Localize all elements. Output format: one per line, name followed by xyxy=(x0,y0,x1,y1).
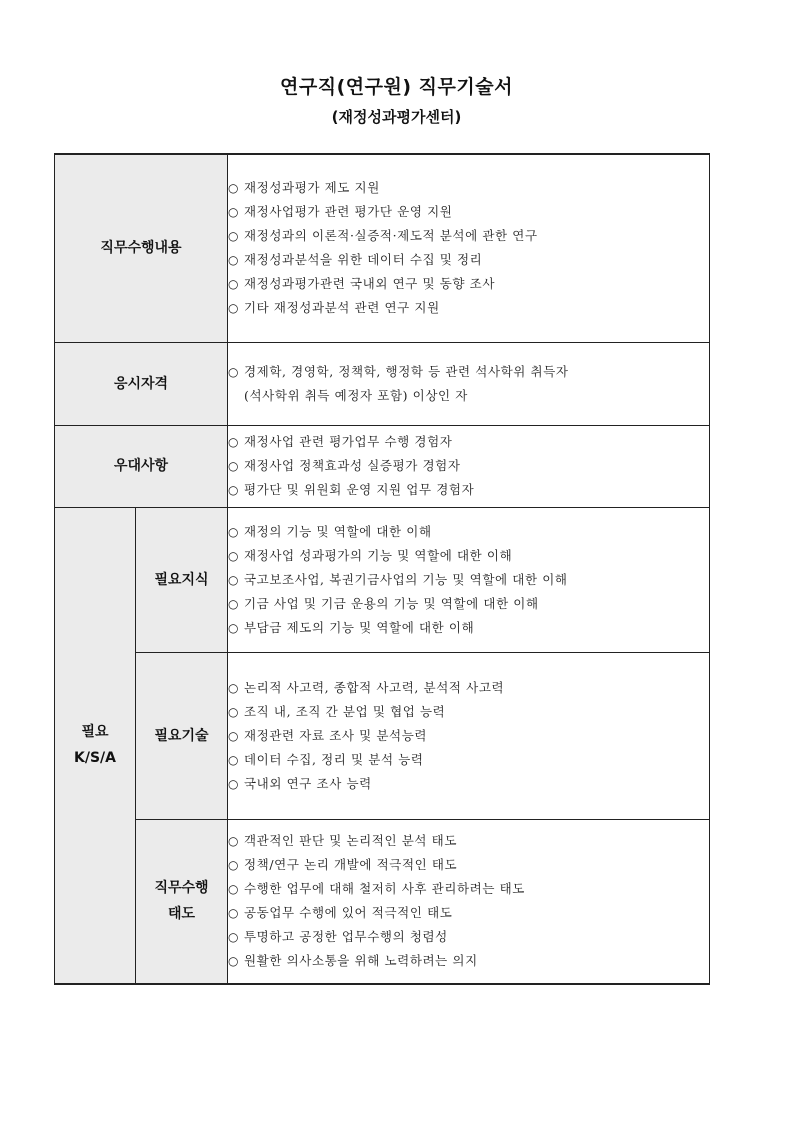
list-item xyxy=(228,877,709,901)
list-item xyxy=(228,200,709,224)
qualification-label: 응시자격 xyxy=(55,342,228,425)
list-item xyxy=(228,616,709,640)
qualification-line-2: (석사학위 취득 예정자 포함) 이상인 자 xyxy=(244,387,468,403)
list-item xyxy=(228,568,709,592)
document-title: 연구직(연구원) 직무기술서 xyxy=(280,76,513,98)
qualification-list xyxy=(228,360,709,408)
list-item xyxy=(228,829,709,853)
knowledge-row xyxy=(55,507,710,652)
list-item xyxy=(228,853,709,877)
list-item xyxy=(228,296,709,320)
knowledge-label: 필요지식 xyxy=(136,507,228,652)
list-item-text: 국내외 연구 조사 능력 xyxy=(244,775,372,791)
attitude-list xyxy=(228,829,709,973)
bullet-circle-icon: ○ xyxy=(228,930,240,945)
document-subtitle: (재정성과평가센터) xyxy=(331,108,462,126)
list-item xyxy=(228,478,709,502)
list-item-text: 조직 내, 조직 간 분업 및 협업 능력 xyxy=(244,703,446,719)
bullet-circle-icon: ○ xyxy=(228,277,240,292)
qualification-content xyxy=(228,342,710,425)
list-item-text: 재정성과의 이론적·실증적·제도적 분석에 관한 연구 xyxy=(244,228,538,244)
list-item xyxy=(228,248,709,272)
preference-content xyxy=(228,425,710,507)
list-item-text: 투명하고 공정한 업무수행의 청렴성 xyxy=(244,929,448,945)
list-item-text: 부담금 제도의 기능 및 역할에 대한 이해 xyxy=(244,619,475,635)
duties-row xyxy=(55,154,710,342)
bullet-circle-icon: ○ xyxy=(228,483,240,497)
bullet-circle-icon: ○ xyxy=(228,882,240,897)
skills-row xyxy=(55,652,710,819)
qualification-line-1: 경제학, 경영학, 정책학, 행정학 등 관련 석사학위 취득자 xyxy=(244,363,569,379)
list-item xyxy=(228,949,709,973)
list-item xyxy=(228,544,709,568)
bullet-circle-icon: ○ xyxy=(228,572,240,587)
list-item xyxy=(228,925,709,949)
list-item-text: 평가단 및 위원회 운영 지원 업무 경험자 xyxy=(244,482,475,497)
bullet-circle-icon: ○ xyxy=(228,858,240,873)
bullet-circle-icon: ○ xyxy=(228,620,240,635)
list-item xyxy=(228,430,709,454)
bullet-circle-icon: ○ xyxy=(228,205,240,220)
list-item-text: 공동업무 수행에 있어 적극적인 태도 xyxy=(244,905,453,921)
bullet-circle-icon: ○ xyxy=(228,459,240,473)
list-item-text: 재정의 기능 및 역할에 대한 이해 xyxy=(244,523,432,539)
list-item xyxy=(228,384,709,408)
list-item-text: 재정성과평가관련 국내외 연구 및 동향 조사 xyxy=(244,276,496,292)
list-item xyxy=(228,454,709,478)
bullet-circle-icon: ○ xyxy=(228,181,240,196)
bullet-circle-icon: ○ xyxy=(228,680,240,695)
list-item-text: 수행한 업무에 대해 철저히 사후 관리하려는 태도 xyxy=(244,881,525,897)
bullet-circle-icon: ○ xyxy=(228,364,240,379)
list-item xyxy=(228,772,709,796)
list-item xyxy=(228,520,709,544)
ksa-label-line-2: K/S/A xyxy=(74,750,116,767)
list-item xyxy=(228,700,709,724)
list-item-text: 재정성과평가 제도 지원 xyxy=(244,180,380,196)
list-item-text: 국고보조사업, 복권기금사업의 기능 및 역할에 대한 이해 xyxy=(244,571,568,587)
list-item xyxy=(228,901,709,925)
bullet-circle-icon: ○ xyxy=(228,253,240,268)
duties-content xyxy=(228,154,710,342)
list-item-text: 재정사업 관련 평가업무 수행 경험자 xyxy=(244,434,453,449)
list-item-text: 객관적인 판단 및 논리적인 분석 태도 xyxy=(244,833,457,849)
bullet-circle-icon: ○ xyxy=(228,435,240,449)
qualification-row xyxy=(55,342,710,425)
list-item-text: 정책/연구 논리 개발에 적극적인 태도 xyxy=(244,857,458,873)
list-item xyxy=(228,272,709,296)
preference-list xyxy=(228,430,709,502)
list-item xyxy=(228,592,709,616)
ksa-label-line-1: 필요 xyxy=(81,724,109,741)
skills-content xyxy=(228,652,710,819)
list-item xyxy=(228,360,709,384)
bullet-circle-icon: ○ xyxy=(228,229,240,244)
bullet-circle-icon: ○ xyxy=(228,596,240,611)
list-item-text: 데이터 수집, 정리 및 분석 능력 xyxy=(244,751,424,767)
ksa-label xyxy=(55,507,136,984)
knowledge-content xyxy=(228,507,710,652)
list-item-text: 원활한 의사소통을 위해 노력하려는 의지 xyxy=(244,953,478,969)
list-item-text: 재정성과분석을 위한 데이터 수집 및 정리 xyxy=(244,252,483,268)
bullet-circle-icon: ○ xyxy=(228,524,240,539)
knowledge-list xyxy=(228,520,709,640)
list-item-text: 재정관련 자료 조사 및 분석능력 xyxy=(244,727,428,743)
bullet-circle-icon: ○ xyxy=(228,728,240,743)
job-description-table xyxy=(54,153,710,985)
attitude-label-line-2: 태도 xyxy=(167,906,196,923)
bullet-circle-icon: ○ xyxy=(228,906,240,921)
list-item-text: 기금 사업 및 기금 운용의 기능 및 역할에 대한 이해 xyxy=(244,595,539,611)
attitude-label xyxy=(136,819,228,984)
list-item-text: 논리적 사고력, 종합적 사고력, 분석적 사고력 xyxy=(244,679,505,695)
attitude-row xyxy=(55,819,710,984)
list-item-text: 재정사업평가 관련 평가단 운영 지원 xyxy=(244,204,453,220)
preference-label: 우대사항 xyxy=(55,425,228,507)
list-item xyxy=(228,176,709,200)
list-item xyxy=(228,676,709,700)
bullet-circle-icon: ○ xyxy=(228,752,240,767)
preference-row xyxy=(55,425,710,507)
skills-list xyxy=(228,676,709,796)
duties-list xyxy=(228,176,709,320)
bullet-circle-icon: ○ xyxy=(228,704,240,719)
attitude-content xyxy=(228,819,710,984)
bullet-circle-icon: ○ xyxy=(228,834,240,849)
bullet-circle-icon: ○ xyxy=(228,548,240,563)
bullet-circle-icon: ○ xyxy=(228,776,240,791)
list-item xyxy=(228,724,709,748)
list-item-text: 재정사업 정책효과성 실증평가 경험자 xyxy=(244,458,461,473)
list-item xyxy=(228,224,709,248)
skills-label: 필요기술 xyxy=(136,652,228,819)
list-item xyxy=(228,748,709,772)
duties-label: 직무수행내용 xyxy=(55,154,228,342)
attitude-label-line-1: 직무수행 xyxy=(154,880,209,897)
list-item-text: 기타 재정성과분석 관련 연구 지원 xyxy=(244,300,440,316)
bullet-circle-icon: ○ xyxy=(228,301,240,316)
bullet-circle-icon: ○ xyxy=(228,954,240,969)
list-item-text: 재정사업 성과평가의 기능 및 역할에 대한 이해 xyxy=(244,547,513,563)
